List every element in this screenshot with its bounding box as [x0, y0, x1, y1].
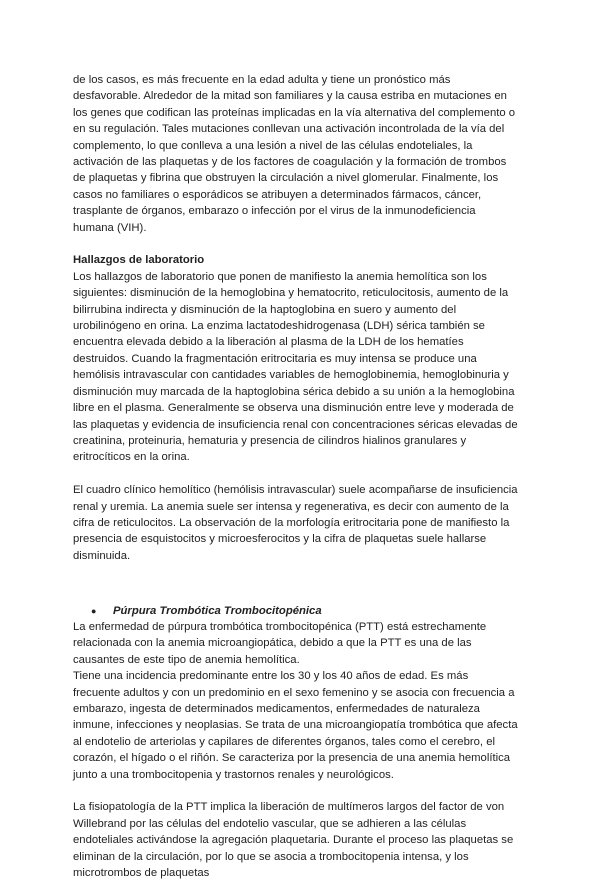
heading-lab-findings: Hallazgos de laboratorio	[73, 254, 205, 267]
heading-ptt: Púrpura Trombótica Trombocitopénica	[113, 604, 322, 617]
paragraph-complement-causes: de los casos, es más frecuente en la edad adulta y tiene un pronóstico más desfavorable. Alrededor de la mitad son familiares y la causa estriba en mutaciones en los genes que codifican las proteínas implicadas en la vía alternativa del complemento o en su regulación. Tales mutaciones conllevan una activación incontrolada de la vía del complemento, lo que conlleva a una lesión a nivel de las células endoteliales, la activación de las plaquetas y de los factores de coagulación y la formación de trombos de plaquetas y fibrina que obstruyen la circulación a nivel glomerular. Finalmente, los casos no familiares o esporádicos se atribuyen a determinados fármacos, cáncer, trasplante de órganos, embarazo o infección por el virus de la inmunodeficiencia humana (VIH).	[73, 74, 516, 234]
paragraph-lab-findings: Los hallazgos de laboratorio que ponen de manifiesto la anemia hemolítica son los siguientes: disminución de la hemoglobina y hematocrito, reticulocitosis, aumento de la bilirrubina indirecta y disminución de la haptoglobina en suero y aumento del urobilinógeno en orina. La enzima lactatodeshidrogenasa (LDH) sérica también se encuentra elevada debido a la liberación al plasma de la LDH de los hematíes destruidos. Cuando la fragmentación eritrocitaria es muy intensa se produce una hemólisis intravascular con cantidades variables de hemoglobinemia, hemoglobinuria y disminución muy marcada de la haptoglobina sérica debido a su unión a la hemoglobina libre en el plasma. Generalmente se observa una disminución entre leve y moderada de las plaquetas y evidencia de insuficiencia renal con concentraciones séricas elevadas de creatinina, proteinuria, hematuria y presencia de cilindros hialinos granulares y eritrocíticos en la orina.	[73, 270, 518, 464]
bullet-heading-ptt	[73, 603, 518, 619]
paragraph-clinical-picture: El cuadro clínico hemolítico (hemólisis intravascular) suele acompañarse de insuficiencia renal y uremia. La anemia suele ser intensa y regenerativa, es decir con aumento de la cifra de reticulocitos. La observación de la morfología eritrocitaria pone de manifiesto la presencia de esquistocitos y microesferocitos y la cifra de plaquetas suele hallarse disminuida.	[73, 484, 518, 562]
paragraph-ptt-incidence: Tiene una incidencia predominante entre los 30 y los 40 años de edad. Es más frecuente adultos y con un predominio en el sexo femenino y se asocia con frecuencia a embarazo, ingesta de determinados medicamentos, enfermedades de naturaleza inmune, infecciones y neoplasias. Se trata de una microangiopatía trombótica que afecta al endotelio de arteriolas y capilares de diferentes órganos, tales como el cerebro, el corazón, el hígado o el riñón. Se caracteriza por la presencia de una anemia hemolítica junto a una trombocitopenia y trastornos renales y neurológicos.	[73, 670, 518, 781]
paragraph-ptt-physiopathology: La fisiopatología de la PTT implica la liberación de multímeros largos del factor de von Willebrand por las células del endotelio vascular, que se adhieren a las células endoteliales activándose la agregación plaquetaria. Durante el proceso las plaquetas se eliminan de la circulación, por lo que se asocia a trombocitopenia intensa, y los microtrombos de plaquetas	[73, 801, 514, 880]
bullet-icon: ●	[91, 605, 97, 616]
paragraph-ptt-intro: La enfermedad de púrpura trombótica trombocitopénica (PTT) está estrechamente relacionada con la anemia microangiopática, debido a que la PTT es una de las causantes de este tipo de anemia hemolítica.	[73, 620, 487, 666]
